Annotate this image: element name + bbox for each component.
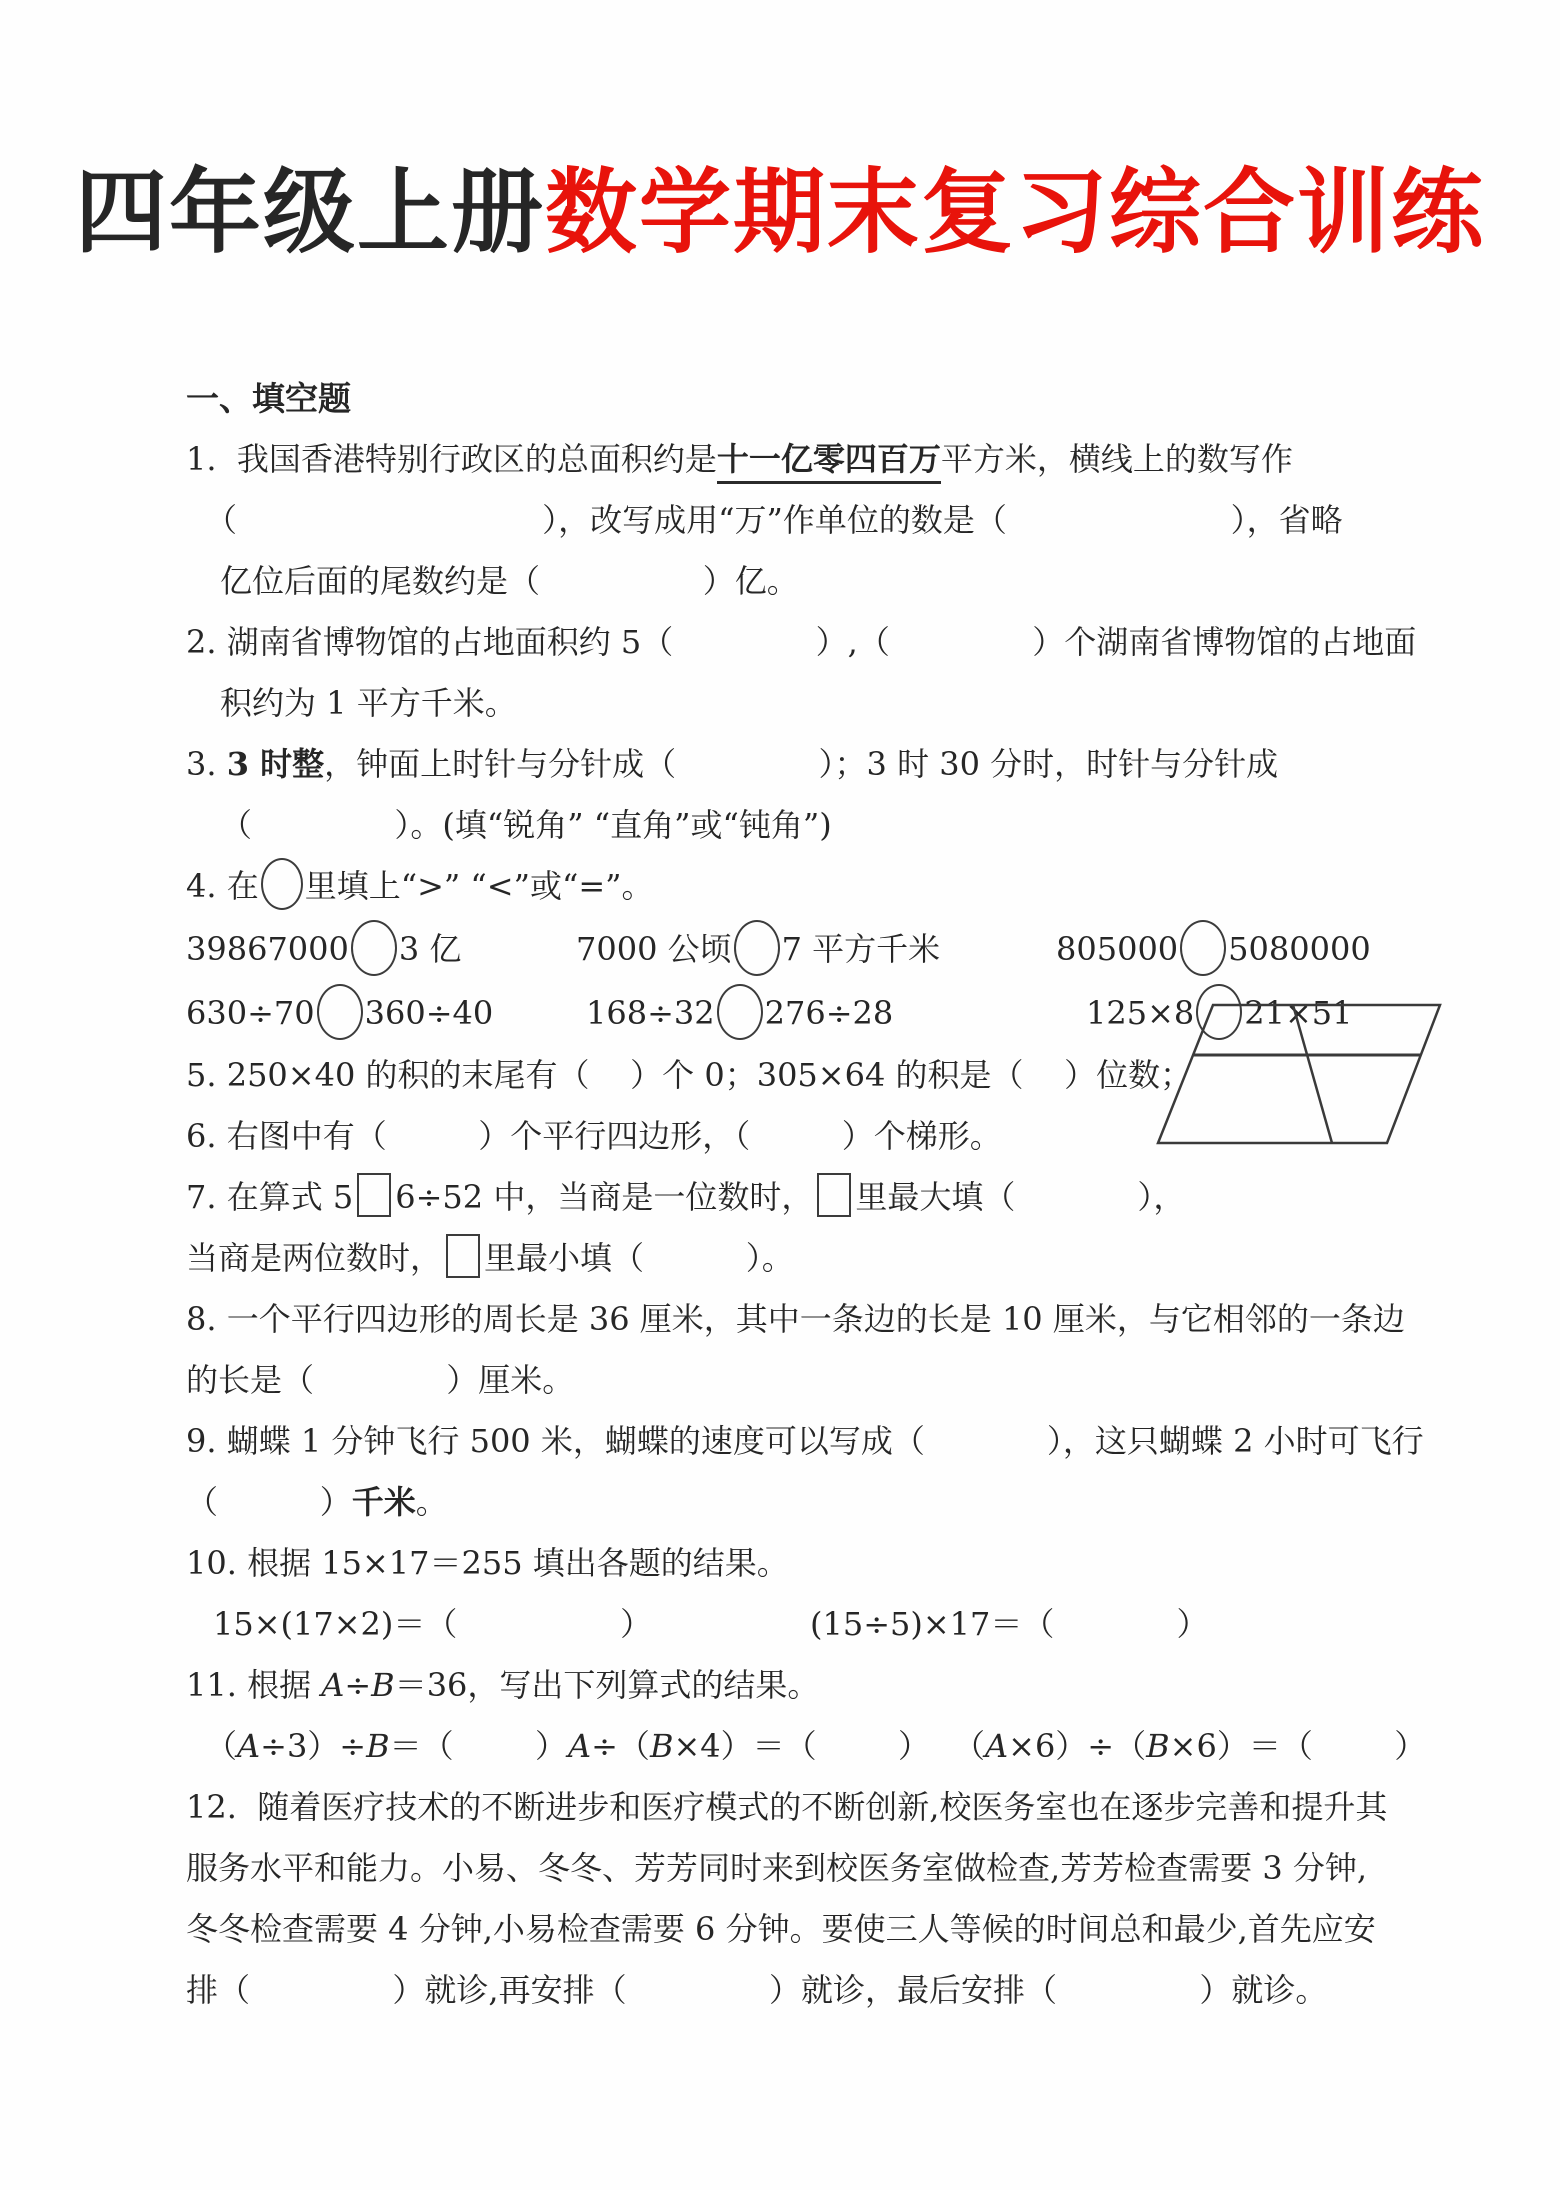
text-segment: A [985, 1727, 1009, 1766]
q7-text-a: 7. 在算式 5 [186, 1178, 354, 1217]
q1-line3: 亿位后面的尾数约是（ ）亿。 [220, 562, 799, 601]
text-segment: A [237, 1727, 261, 1766]
text-segment: 11. 根据 [186, 1666, 322, 1705]
q4-intro-pre: 4. 在 [186, 867, 259, 906]
compare-item [186, 917, 461, 981]
text-segment: A [568, 1727, 592, 1766]
digit-box-blank-icon [357, 1173, 391, 1217]
compare-right: 5080000 [1228, 930, 1371, 969]
page-title [0, 62, 1560, 268]
q11-equation-3 [953, 1716, 1426, 1777]
text-segment: （ [953, 1727, 986, 1766]
comparison-circle-blank-icon [261, 858, 303, 910]
q12-line3: 冬冬检查需要 4 分钟,小易检查需要 6 分钟。要使三人等候的时间总和最少,首先应安 [186, 1910, 1376, 1949]
q6-line1: 6. 右图中有（ ）个平行四边形，（ ）个梯形。 [186, 1117, 1002, 1156]
q3-line2: （ ）。(填“锐角” “直角”或“钝角”) [220, 806, 832, 845]
comparison-circle-blank-icon [317, 984, 363, 1040]
compare-left: 805000 [1056, 930, 1179, 969]
compare-left: 7000 公顷 [576, 930, 732, 969]
text-segment: ÷ [344, 1666, 372, 1705]
title-grade-part: 四年级上册 [74, 158, 545, 266]
compare-left: 125×8 [1086, 994, 1195, 1033]
compare-left: 168÷32 [586, 994, 715, 1033]
q8-line2: 的长是（ ）厘米。 [186, 1361, 575, 1400]
comparison-circle-blank-icon [351, 920, 397, 976]
q3-line1 [186, 734, 1560, 795]
text-segment: 1. 我国香港特别行政区的总面积约是 [186, 440, 717, 479]
q7-text-e: 里最小填（ ）。 [484, 1239, 794, 1278]
text-segment: 平方米，横线上的数写作 [940, 440, 1293, 479]
section-heading: 一、填空题 [186, 379, 351, 419]
compare-right: 7 平方千米 [781, 930, 941, 969]
comparison-circle-blank-icon [1180, 920, 1226, 976]
text-segment: ×4）＝（ ） [673, 1727, 931, 1766]
q1-line1 [186, 429, 1560, 490]
text-segment: B [371, 1666, 395, 1705]
text-segment: 。 [415, 1483, 448, 1522]
text-segment: B [366, 1727, 390, 1766]
q11-equations [186, 1716, 1560, 1777]
q7-text-c: 里最大填（ ）， [855, 1178, 1186, 1217]
q7-line2 [186, 1228, 1560, 1289]
q8-line1: 8. 一个平行四边形的周长是 36 厘米，其中一条边的长是 10 厘米，与它相邻的一条边 [186, 1300, 1405, 1339]
q11-line1 [186, 1655, 1560, 1716]
text-segment: ＝36，写出下列算式的结果。 [394, 1666, 820, 1705]
text-segment: ×6）÷（ [1008, 1727, 1147, 1766]
text-segment: （ ） [186, 1483, 352, 1522]
text-segment: ＝（ ） [389, 1727, 568, 1766]
q11-equation-1 [205, 1716, 567, 1777]
q7-text-b: 6÷52 中，当商是一位数时， [395, 1178, 814, 1217]
q5-line1: 5. 250×40 的积的末尾有（ ）个 0；305×64 的积是（ ）位数； [186, 1056, 1193, 1095]
q9-line1: 9. 蝴蝶 1 分钟飞行 500 米，蝴蝶的速度可以写成（ ），这只蝴蝶 2 小时可飞行 [186, 1422, 1424, 1461]
compare-right: 276÷28 [764, 994, 894, 1033]
text-segment: （ [205, 1727, 238, 1766]
title-subject-part: 数学期末复习综合训练 [545, 158, 1486, 266]
text-segment: ，钟面上时针与分针成（ ）；3 时 30 分时，时针与分针成 [324, 745, 1279, 784]
comparison-circle-blank-icon [734, 920, 780, 976]
text-segment: ×6）＝（ ） [1169, 1727, 1427, 1766]
comparison-circle-blank-icon [717, 984, 763, 1040]
text-segment: ÷3）÷ [260, 1727, 367, 1766]
compare-item [586, 981, 893, 1045]
q9-line2 [186, 1472, 1560, 1533]
compare-right: 3 亿 [398, 930, 462, 969]
text-segment: B [1146, 1727, 1170, 1766]
compare-right: 360÷40 [364, 994, 494, 1033]
q7-text-d: 当商是两位数时， [186, 1239, 443, 1278]
q10-equation-2: (15÷5)×17＝（ ） [810, 1605, 1209, 1644]
q2-line2: 积约为 1 平方千米。 [220, 684, 517, 723]
q2-line1: 2. 湖南省博物馆的占地面积约 5（ ）,（ ）个湖南省博物馆的占地面 [186, 623, 1417, 662]
compare-left: 630÷70 [186, 994, 315, 1033]
q4-intro-post: 里填上“>” “<”或“=”。 [304, 867, 654, 906]
compare-right: 21×51 [1244, 994, 1353, 1033]
digit-box-blank-icon [446, 1234, 480, 1278]
text-segment: 十一亿零四百万 [717, 440, 941, 484]
text-segment: 3. [186, 745, 227, 784]
q12-line2: 服务水平和能力。小易、冬冬、芳芳同时来到校医务室做检查,芳芳检查需要 3 分钟, [186, 1849, 1368, 1888]
q7-line1 [186, 1167, 1560, 1228]
compare-item [576, 917, 940, 981]
compare-item [186, 981, 493, 1045]
compare-left: 39867000 [186, 930, 349, 969]
text-segment: ÷（ [591, 1727, 650, 1766]
text-segment: 3 时整 [226, 745, 325, 784]
question-list [186, 368, 1560, 2021]
q10-equations [186, 1594, 1560, 1655]
q11-equation-2 [568, 1716, 930, 1777]
q10-line1: 10. 根据 15×17＝255 填出各题的结果。 [186, 1544, 789, 1583]
text-segment: 千米 [351, 1483, 416, 1522]
q12-line1: 12. 随着医疗技术的不断进步和医疗模式的不断创新,校医务室也在逐步完善和提升其 [186, 1788, 1388, 1827]
q1-line2: （ ），改写成用“万”作单位的数是（ ），省略 [205, 501, 1343, 540]
q12-line4: 排（ ）就诊,再安排（ ）就诊，最后安排（ ）就诊。 [186, 1971, 1328, 2010]
q4-intro [186, 856, 1560, 917]
q10-equation-1: 15×(17×2)＝（ ） [213, 1605, 653, 1644]
parallelogram-figure [1155, 995, 1545, 1155]
compare-item [1056, 917, 1371, 981]
text-segment: B [649, 1727, 674, 1766]
digit-box-blank-icon [817, 1173, 851, 1217]
q4-compare-row-1 [186, 917, 1560, 981]
text-segment: A [321, 1666, 345, 1705]
